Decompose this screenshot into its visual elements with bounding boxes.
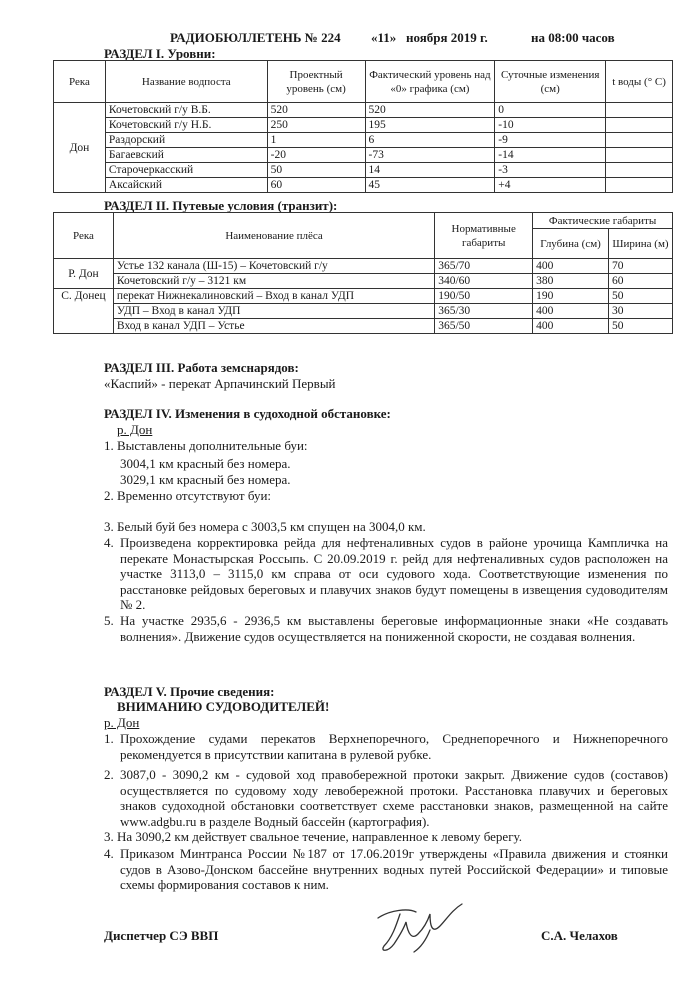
col-river: Река bbox=[54, 213, 114, 259]
table-row bbox=[54, 304, 673, 319]
section4-item4: Произведена корректировка рейда для нефтеналивных судов в районе урочища Кампличка на перекате Монастырская Россыпь. С 20.09.2019 г. рейд для нефтеналивных судов расположен на участке 3113,0 – 3115,0 км справа от оси судового хода. Соответствующие изменения по расстановке рейдовых береговых и плавучих знаков будут помещены в извещения судоводителям № 2. bbox=[120, 535, 668, 612]
signatory-position: Диспетчер СЭ ВВП bbox=[104, 928, 219, 943]
section4-river: р. Дон bbox=[117, 422, 153, 437]
width: 70 bbox=[609, 259, 673, 274]
section5-title: РАЗДЕЛ V. Прочие сведения: bbox=[104, 684, 275, 699]
section4-item2: 2. Временно отсутствуют буи: bbox=[104, 488, 272, 503]
water-temp bbox=[606, 163, 673, 178]
depth: 380 bbox=[533, 274, 609, 289]
section4-title: РАЗДЕЛ IV. Изменения в судоходной обстановке: bbox=[104, 406, 391, 421]
depth: 400 bbox=[533, 319, 609, 334]
col-width: Ширина (м) bbox=[609, 229, 673, 259]
bulletin-title: РАДИОБЮЛЛЕТЕНЬ № 224 bbox=[170, 30, 341, 45]
handwritten-signature bbox=[370, 900, 470, 960]
design-level: 520 bbox=[267, 103, 365, 118]
section5-river: р. Дон bbox=[104, 715, 140, 730]
section5-item3: 3. На 3090,2 км действует свальное течение, направленное к левому берегу. bbox=[104, 829, 522, 844]
attention-heading: ВНИМАНИЮ СУДОВОДИТЕЛЕЙ! bbox=[117, 699, 330, 714]
col-norm-dimensions: Нормативные габариты bbox=[435, 213, 533, 259]
section5-item4: Приказом Минтранса России №187 от 17.06.2019г утверждены «Правила движения и стоянки судов в Азово-Донском бассейне внутренних водных путей Российской Федерации» и типовые схемы формирования составов к ним. bbox=[120, 846, 668, 892]
table-row bbox=[54, 133, 673, 148]
daily-change: -14 bbox=[495, 148, 606, 163]
stretch-name: Вход в канал УДП – Устье bbox=[113, 319, 434, 334]
col-stretch: Наименование плёса bbox=[113, 213, 434, 259]
post-name: Кочетовский г/у В.Б. bbox=[105, 103, 267, 118]
table-row bbox=[54, 289, 673, 304]
col-actual-dimensions: Фактические габариты bbox=[533, 213, 673, 229]
section4-item5-number: 5. bbox=[104, 613, 114, 628]
depth: 400 bbox=[533, 259, 609, 274]
table-row bbox=[54, 163, 673, 178]
water-temp bbox=[606, 148, 673, 163]
col-design-level: Проектный уровень (см) bbox=[267, 61, 365, 103]
design-level: 250 bbox=[267, 118, 365, 133]
design-level: 1 bbox=[267, 133, 365, 148]
width: 60 bbox=[609, 274, 673, 289]
section5-item2: 3087,0 - 3090,2 км - судовой ход правобережной протоки закрыт. Движение судов (составов) осуществляется по судовому ходу левобережной протоки. Расстановка плавучих и береговых знаков судоходной обстановки соответствует схеме расстановки знаков, размещенной на сайте www.adgbu.ru в разделе Водный бассейн (картография). bbox=[120, 767, 668, 829]
col-depth: Глубина (см) bbox=[533, 229, 609, 259]
design-level: -20 bbox=[267, 148, 365, 163]
section5-item4-number: 4. bbox=[104, 846, 114, 861]
post-name: Раздорский bbox=[105, 133, 267, 148]
actual-level: 14 bbox=[365, 163, 495, 178]
stretch-name: Кочетовский г/у – 3121 км bbox=[113, 274, 434, 289]
daily-change: -10 bbox=[495, 118, 606, 133]
table-row bbox=[54, 274, 673, 289]
water-temp bbox=[606, 133, 673, 148]
norm-dimensions: 340/60 bbox=[435, 274, 533, 289]
post-name: Кочетовский г/у Н.Б. bbox=[105, 118, 267, 133]
route-header-row bbox=[54, 213, 673, 229]
actual-level: -73 bbox=[365, 148, 495, 163]
design-level: 60 bbox=[267, 178, 365, 193]
section1-title: РАЗДЕЛ I. Уровни: bbox=[104, 46, 216, 61]
section5-item1-number: 1. bbox=[104, 731, 114, 746]
levels-table bbox=[53, 60, 673, 193]
water-temp bbox=[606, 103, 673, 118]
buoy-entry: 3029,1 км красный без номера. bbox=[120, 472, 291, 487]
section4-item3: 3. Белый буй без номера с 3003,5 км спущен на 3004,0 км. bbox=[104, 519, 426, 534]
bulletin-date-day: «11» bbox=[371, 30, 397, 45]
section3-title: РАЗДЕЛ III. Работа земснарядов: bbox=[104, 360, 299, 375]
river-name: Дон bbox=[54, 103, 106, 193]
buoy-entry: 3004,1 км красный без номера. bbox=[120, 456, 291, 471]
depth: 400 bbox=[533, 304, 609, 319]
post-name: Аксайский bbox=[105, 178, 267, 193]
table-row bbox=[54, 178, 673, 193]
water-temp bbox=[606, 118, 673, 133]
daily-change: 0 bbox=[495, 103, 606, 118]
bulletin-date: ноября 2019 г. bbox=[406, 30, 488, 45]
post-name: Старочеркасский bbox=[105, 163, 267, 178]
col-daily-change: Суточные изменения (см) bbox=[495, 61, 606, 103]
table-row bbox=[54, 148, 673, 163]
stretch-name: перекат Нижнекалиновский – Вход в канал УДП bbox=[113, 289, 434, 304]
actual-level: 520 bbox=[365, 103, 495, 118]
actual-level: 45 bbox=[365, 178, 495, 193]
norm-dimensions: 365/70 bbox=[435, 259, 533, 274]
norm-dimensions: 190/50 bbox=[435, 289, 533, 304]
signatory-name: С.А. Челахов bbox=[541, 928, 618, 943]
route-conditions-table bbox=[53, 212, 673, 334]
width: 50 bbox=[609, 319, 673, 334]
col-post: Название водпоста bbox=[105, 61, 267, 103]
design-level: 50 bbox=[267, 163, 365, 178]
post-name: Багаевский bbox=[105, 148, 267, 163]
levels-header-row bbox=[54, 61, 673, 103]
bulletin-time: на 08:00 часов bbox=[531, 30, 615, 45]
section5-item1: Прохождение судами перекатов Верхнепоречного, Среднепоречного и Нижнепоречного рекомендуется в присутствии капитана в рулевой рубке. bbox=[120, 731, 668, 762]
section2-title: РАЗДЕЛ II. Путевые условия (транзит): bbox=[104, 198, 338, 213]
table-row bbox=[54, 319, 673, 334]
river-name: С. Донец bbox=[54, 289, 114, 334]
daily-change: -9 bbox=[495, 133, 606, 148]
col-water-temp: t воды (° С) bbox=[606, 61, 673, 103]
col-actual-level: Фактический уровень над «0» графика (см) bbox=[365, 61, 495, 103]
dredger-info: «Каспий» - перекат Арпачинский Первый bbox=[104, 376, 336, 391]
norm-dimensions: 365/30 bbox=[435, 304, 533, 319]
section4-item1: 1. Выставлены дополнительные буи: bbox=[104, 438, 308, 453]
width: 50 bbox=[609, 289, 673, 304]
table-row bbox=[54, 103, 673, 118]
daily-change: +4 bbox=[495, 178, 606, 193]
col-river: Река bbox=[54, 61, 106, 103]
stretch-name: УДП – Вход в канал УДП bbox=[113, 304, 434, 319]
actual-level: 195 bbox=[365, 118, 495, 133]
table-row bbox=[54, 118, 673, 133]
depth: 190 bbox=[533, 289, 609, 304]
section5-item2-number: 2. bbox=[104, 767, 114, 782]
stretch-name: Устье 132 канала (Ш-15) – Кочетовский г/у bbox=[113, 259, 434, 274]
water-temp bbox=[606, 178, 673, 193]
table-row bbox=[54, 259, 673, 274]
daily-change: -3 bbox=[495, 163, 606, 178]
norm-dimensions: 365/50 bbox=[435, 319, 533, 334]
width: 30 bbox=[609, 304, 673, 319]
river-name: Р. Дон bbox=[54, 259, 114, 289]
section4-item4-number: 4. bbox=[104, 535, 114, 550]
section4-item5: На участке 2935,6 - 2936,5 км выставлены береговые информационные знаки «Не создавать волнения». Движение судов осуществляется на пониженной скорости, не создавая волнения. bbox=[120, 613, 668, 644]
actual-level: 6 bbox=[365, 133, 495, 148]
